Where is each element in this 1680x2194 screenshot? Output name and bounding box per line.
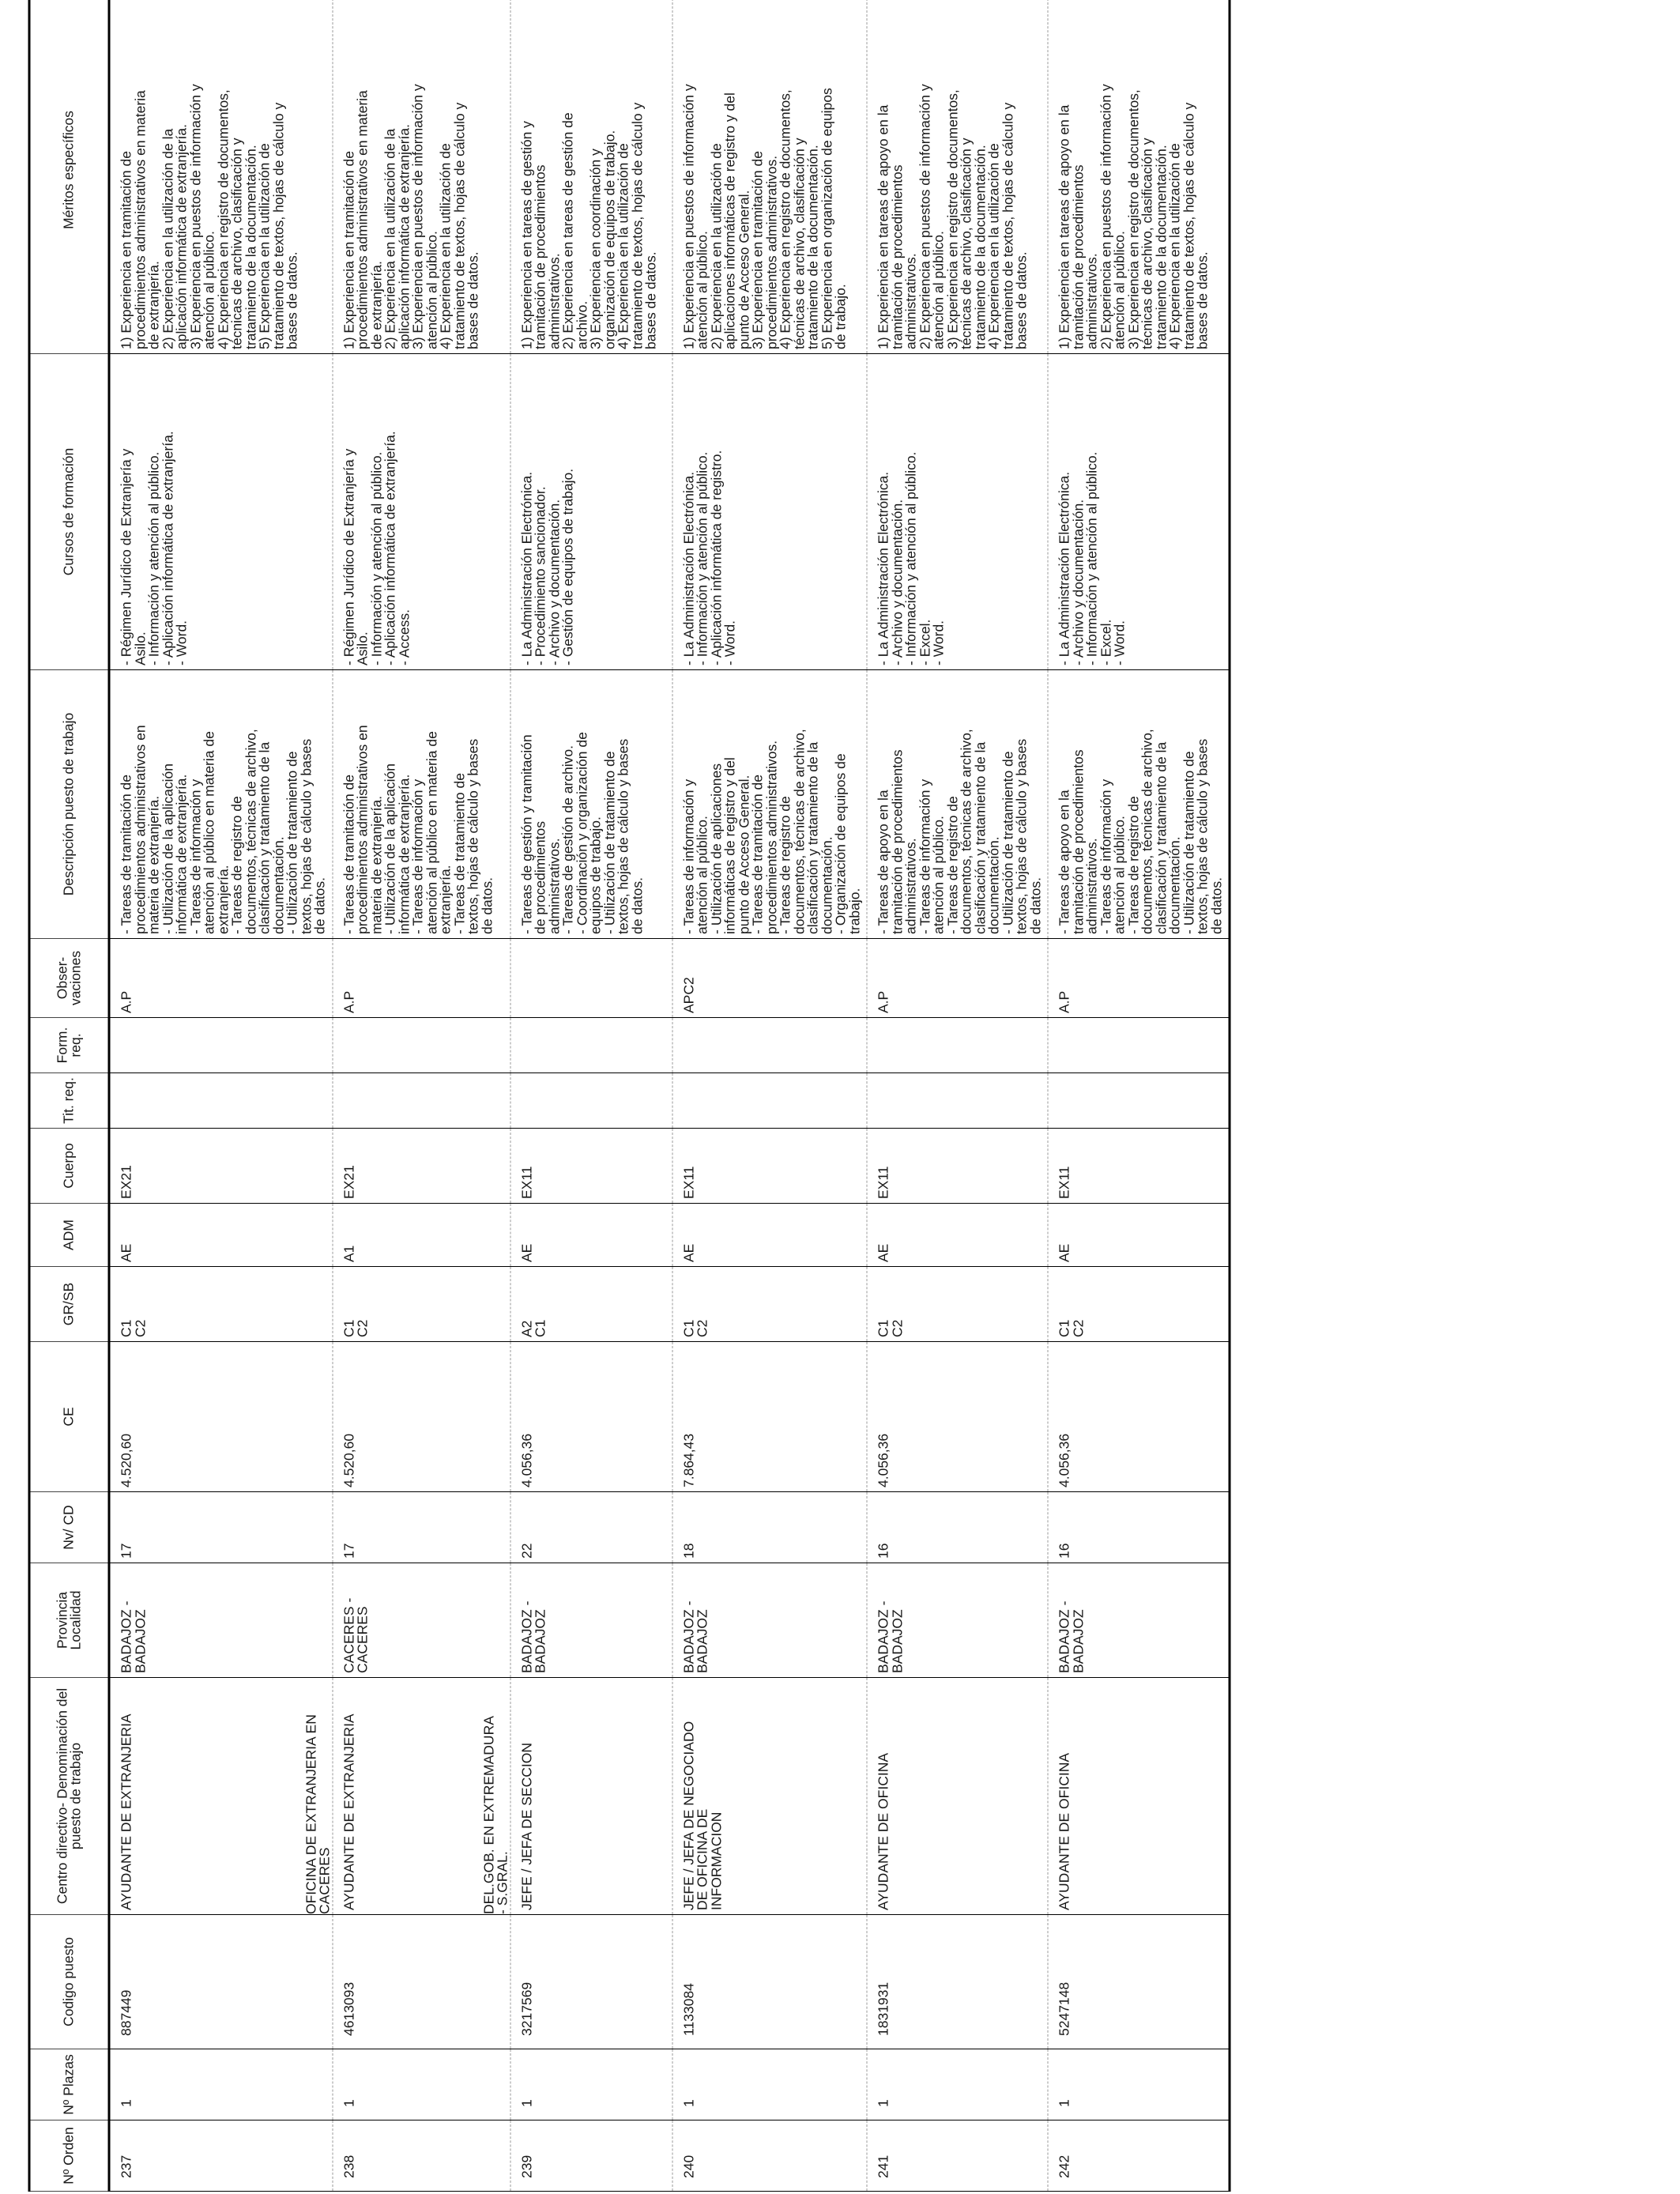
cell-form (867, 1018, 1048, 1073)
header-codigo: Codigo puesto (29, 1915, 109, 2049)
header-tit: Tit. req. (29, 1073, 109, 1129)
cell-cursos: - Régimen Jurídico de Extranjería y Asilo. - Información y atención al público. - Aplicación informática de extranjería. - Word. (109, 354, 333, 670)
cell-plazas: 1 (109, 2049, 333, 2120)
unit-heading: OFICINA DE EXTRANJERIA EN CACERES (303, 1714, 333, 1914)
cell-ce: 4.520,60 (109, 1342, 333, 1492)
table-row (867, 0, 1048, 2192)
cell-obs: APC2 (672, 939, 868, 1018)
cell-provincia: BADAJOZ - BADAJOZ (867, 1563, 1048, 1678)
header-centro: Centro directivo- Denominación del puesto de trabajo (29, 1678, 109, 1915)
cell-puesto: JEFE / JEFA DE NEGOCIADO DE OFICINA DE INFORMACION (680, 1721, 724, 1910)
table-row (1048, 0, 1230, 2192)
cell-grsb: C1 C2 (867, 1267, 1048, 1342)
cell-plazas: 1 (333, 2049, 510, 2120)
table-header (29, 0, 109, 2192)
cell-centro (510, 1678, 672, 1915)
table-row (333, 0, 510, 2192)
cell-adm: A1 (333, 1204, 510, 1267)
cell-cursos: - La Administración Electrónica. - Información y atención al público. - Aplicación informática de registro. - Word. (672, 354, 868, 670)
cell-adm: AE (867, 1204, 1048, 1267)
cell-codigo: 1831931 (867, 1915, 1048, 2049)
cell-descripcion: - Tareas de información y atención al público. - Utilización de aplicaciones informáticas de registro y del punto de Acceso General. - Tareas de tramitación de procedimientos administrativos. - Tareas de registro de documentos, técnicas de archivo, clasificación y tratamiento de la documentación. - Organización de equipos de trabajo. (672, 670, 868, 939)
cell-nivel: 16 (867, 1492, 1048, 1563)
cell-descripcion: - Tareas de apoyo en la tramitación de procedimientos administrativos. - Tareas de información y atención al público. - Tareas de registro de documentos, técnicas de archivo, clasificación y tratamiento de la documentación. - Utilización de tratamiento de textos, hojas de cálculo y bases de datos. (867, 670, 1048, 939)
cell-tit (1048, 1073, 1230, 1129)
cell-puesto: AYUDANTE DE EXTRANJERIA (341, 1713, 356, 1910)
cell-grsb: A2 C1 (510, 1267, 672, 1342)
cell-form (109, 1018, 333, 1073)
table-row (109, 0, 333, 2192)
cell-plazas: 1 (510, 2049, 672, 2120)
cell-adm: AE (1048, 1204, 1230, 1267)
cell-ce: 7.864,43 (672, 1342, 868, 1492)
cell-descripcion: - Tareas de tramitación de procedimientos administrativos en materia de extranjería. - Utilización de la aplicación informática de extranjería. - Tareas de información y atención al público en materia de extranjería. - Tareas de tratamiento de textos, hojas de cálculo y bases de datos. (333, 670, 510, 939)
table-row (672, 0, 868, 2192)
unit-heading: DEL.GOB. EN EXTREMADURA - S.GRAL. (480, 1716, 510, 1914)
cell-tit (672, 1073, 868, 1129)
cell-codigo: 4613093 (333, 1915, 510, 2049)
header-ce: CE (29, 1342, 109, 1492)
cell-centro (333, 1678, 510, 1915)
cell-provincia: BADAJOZ - BADAJOZ (510, 1563, 672, 1678)
cell-puesto: AYUDANTE DE EXTRANJERIA (118, 1713, 134, 1910)
cell-form (1048, 1018, 1230, 1073)
cell-provincia: BADAJOZ - BADAJOZ (672, 1563, 868, 1678)
cell-orden: 238 (333, 2120, 510, 2192)
cell-meritos: 1) Experiencia en tramitación de procedimientos administrativos en materia de extranjería. 2) Experiencia en la utilización de la aplicación informática de extranjería. 3) Experiencia en puestos de información y atención al público. 4) Experiencia en registro de documentos, técnicas de archivo, clasificación y tratamiento de la documentación. 5) Experiencia en la utilización de tratamiento de textos, hojas de cálculo y bases de datos. (109, 0, 333, 354)
cell-tit (109, 1073, 333, 1129)
header-obs: Obser- vaciones (29, 939, 109, 1018)
cell-cursos: - La Administración Electrónica. - Procedimiento sancionador. - Archivo y documentación. - Gestión de equipos de trabajo. (510, 354, 672, 670)
cell-meritos: 1) Experiencia en puestos de información y atención al público. 2) Experiencia en la utilización de aplicaciones informáticas de registro y del punto de Acceso General. 3) Experiencia en tramitación de procedimientos administrativos. 4) Experiencia en registro de documentos, técnicas de archivo, clasificación y tratamiento de la documentación. 5) Experiencia en organización de equipos de trabajo. (672, 0, 868, 354)
cell-meritos: 1) Experiencia en tareas de apoyo en la tramitación de procedimientos administrativos. 2) Experiencia en puestos de información y atención al público. 3) Experiencia en registro de documentos, técnicas de archivo, clasificación y tratamiento de la documentación. 4) Experiencia en la utilización de tratamiento de textos, hojas de cálculo y bases de datos. (1048, 0, 1230, 354)
header-plazas: Nº Plazas (29, 2049, 109, 2120)
cell-plazas: 1 (1048, 2049, 1230, 2120)
cell-centro (867, 1678, 1048, 1915)
cell-cuerpo: EX11 (867, 1129, 1048, 1204)
cell-descripcion: - Tareas de tramitación de procedimientos administrativos en materia de extranjería. - Utilización de la aplicación informática de extranjería. - Tareas de información y atención al público en materia de extranjería. - Tareas de registro de documentos, técnicas de archivo, clasificación y tratamiento de la documentación. - Utilización de tratamiento de textos, hojas de cálculo y bases de datos. (109, 670, 333, 939)
cell-obs: A.P (867, 939, 1048, 1018)
table-body (109, 0, 1230, 2192)
cell-cuerpo: EX11 (1048, 1129, 1230, 1204)
header-adm: ADM (29, 1204, 109, 1267)
cell-plazas: 1 (672, 2049, 868, 2120)
cell-descripcion: - Tareas de apoyo en la tramitación de procedimientos administrativos. - Tareas de información y atención al público. - Tareas de registro de documentos, técnicas de archivo, clasificación y tratamiento de la documentación. - Utilización de tratamiento de textos, hojas de cálculo y bases de datos. (1048, 670, 1230, 939)
cell-meritos: 1) Experiencia en tareas de apoyo en la tramitación de procedimientos administrativos. 2) Experiencia en puestos de información y atención al público. 3) Experiencia en registro de documentos, técnicas de archivo, clasificación y tratamiento de la documentación. 4) Experiencia en la utilización de tratamiento de textos, hojas de cálculo y bases de datos. (867, 0, 1048, 354)
cell-orden: 239 (510, 2120, 672, 2192)
cell-ce: 4.056,36 (1048, 1342, 1230, 1492)
header-form: Form. req. (29, 1018, 109, 1073)
cell-centro (109, 1678, 333, 1915)
cell-cuerpo: EX21 (333, 1129, 510, 1204)
cell-meritos: 1) Experiencia en tramitación de procedimientos administrativos en materia de extranjería. 2) Experiencia en la utilización de la aplicación informática de extranjería. 3) Experiencia en puestos de información y atención al público. 4) Experiencia en la utilización de tratamiento de textos, hojas de cálculo y bases de datos. (333, 0, 510, 354)
cell-centro (1048, 1678, 1230, 1915)
cell-nivel: 17 (109, 1492, 333, 1563)
cell-tit (867, 1073, 1048, 1129)
cell-tit (333, 1073, 510, 1129)
cell-provincia: BADAJOZ - BADAJOZ (1048, 1563, 1230, 1678)
cell-form (333, 1018, 510, 1073)
cell-obs: A.P (333, 939, 510, 1018)
cell-cursos: - La Administración Electrónica. - Archivo y documentación. - Información y atención al público. - Excel. - Word. (867, 354, 1048, 670)
cell-ce: 4.520,60 (333, 1342, 510, 1492)
cell-provincia: CACERES - CACERES (333, 1563, 510, 1678)
header-grsb: GR/SB (29, 1267, 109, 1342)
cell-orden: 237 (109, 2120, 333, 2192)
rotated-table-wrapper (28, 2, 1652, 2192)
cell-grsb: C1 C2 (1048, 1267, 1230, 1342)
cell-centro (672, 1678, 868, 1915)
cell-puesto: JEFE / JEFA DE SECCION (518, 1743, 534, 1910)
header-provincia: Provincia Localidad (29, 1563, 109, 1678)
header-nivel: Nv/ CD (29, 1492, 109, 1563)
cell-nivel: 16 (1048, 1492, 1230, 1563)
cell-plazas: 1 (867, 2049, 1048, 2120)
positions-table (28, 0, 1231, 2192)
cell-adm: AE (109, 1204, 333, 1267)
header-descripcion: Descripción puesto de trabajo (29, 670, 109, 939)
cell-puesto: AYUDANTE DE OFICINA (1056, 1752, 1072, 1910)
table-row (510, 0, 672, 2192)
header-meritos: Méritos específicos (29, 0, 109, 354)
cell-tit (510, 1073, 672, 1129)
cell-form (672, 1018, 868, 1073)
cell-cursos: - Régimen Jurídico de Extranjería y Asilo. - Información y atención al público. - Aplicación informática de extranjería. - Access. (333, 354, 510, 670)
cell-cuerpo: EX11 (672, 1129, 868, 1204)
cell-cuerpo: EX21 (109, 1129, 333, 1204)
cell-grsb: C1 C2 (333, 1267, 510, 1342)
cell-codigo: 5247148 (1048, 1915, 1230, 2049)
cell-codigo: 1133084 (672, 1915, 868, 2049)
cell-nivel: 22 (510, 1492, 672, 1563)
cell-orden: 240 (672, 2120, 868, 2192)
cell-orden: 241 (867, 2120, 1048, 2192)
cell-ce: 4.056,36 (867, 1342, 1048, 1492)
cell-obs (510, 939, 672, 1018)
cell-adm: AE (672, 1204, 868, 1267)
header-orden: Nº Orden (29, 2120, 109, 2192)
cell-puesto: AYUDANTE DE OFICINA (875, 1752, 891, 1910)
cell-codigo: 3217569 (510, 1915, 672, 2049)
cell-adm: AE (510, 1204, 672, 1267)
cell-obs: A.P (109, 939, 333, 1018)
cell-grsb: C1 C2 (672, 1267, 868, 1342)
cell-nivel: 18 (672, 1492, 868, 1563)
cell-form (510, 1018, 672, 1073)
cell-obs: A.P (1048, 939, 1230, 1018)
header-cursos: Cursos de formación (29, 354, 109, 670)
cell-nivel: 17 (333, 1492, 510, 1563)
cell-meritos: 1) Experiencia en tareas de gestión y tramitación de procedimientos administrativos. 2) Experiencia en tareas de gestión de archivo. 3) Experiencia en coordinación y organización de equipos de trabajo. 4) Experiencia en la utilización de tratamiento de textos, hojas de cálculo y bases de datos. (510, 0, 672, 354)
cell-provincia: BADAJOZ - BADAJOZ (109, 1563, 333, 1678)
cell-grsb: C1 C2 (109, 1267, 333, 1342)
cell-ce: 4.056,36 (510, 1342, 672, 1492)
cell-orden: 242 (1048, 2120, 1230, 2192)
header-cuerpo: Cuerpo (29, 1129, 109, 1204)
cell-descripcion: - Tareas de gestión y tramitación de procedimientos administrativos. - Tareas de gestión de archivo. - Coordinación y organización de equipos de trabajo. - Utilización de tratamiento de textos, hojas de cálculo y bases de datos. (510, 670, 672, 939)
cell-cursos: - La Administración Electrónica. - Archivo y documentación. - Información y atención al público. - Excel. - Word. (1048, 354, 1230, 670)
cell-cuerpo: EX11 (510, 1129, 672, 1204)
cell-codigo: 887449 (109, 1915, 333, 2049)
